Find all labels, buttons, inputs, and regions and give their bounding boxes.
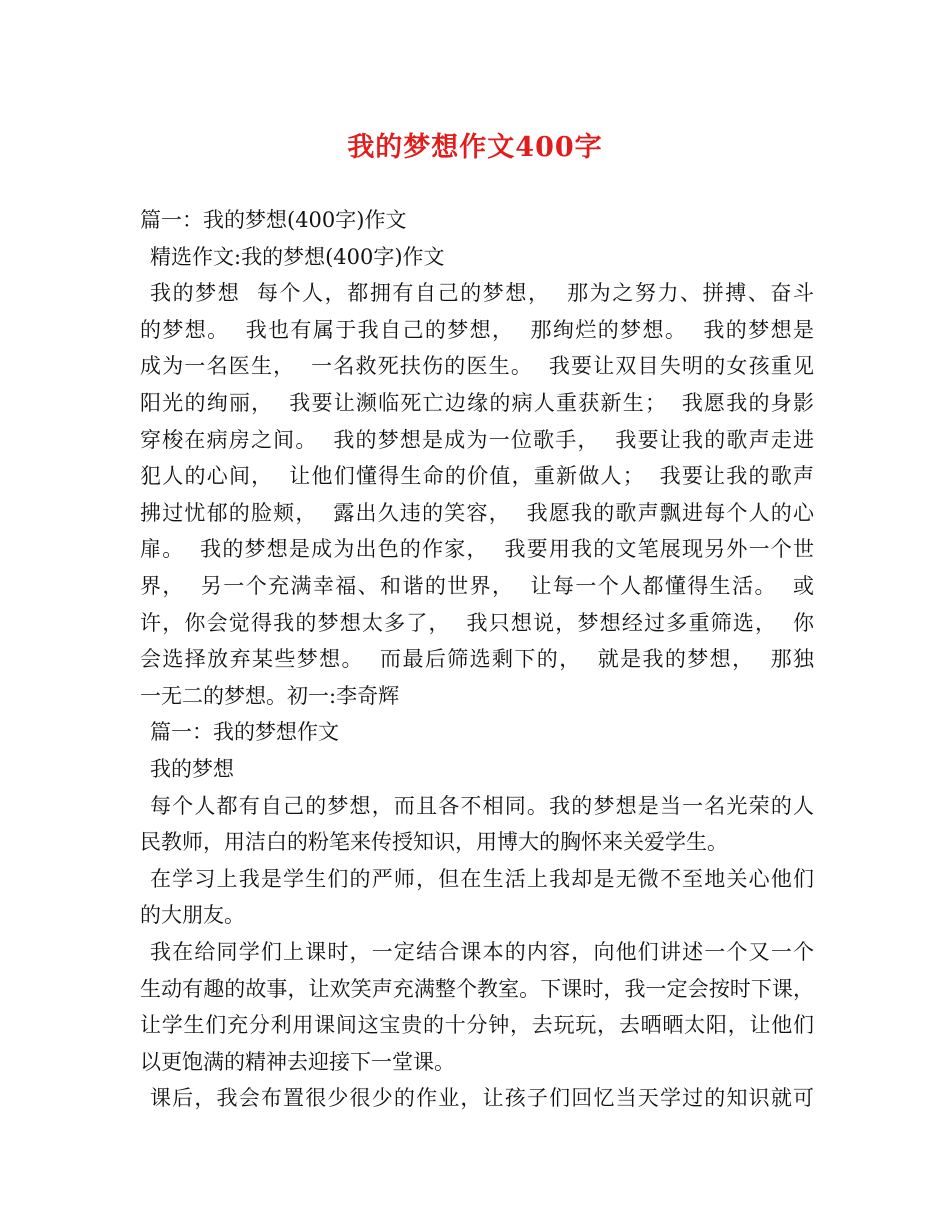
body-line: 我在给同学们上课时，一定结合课本的内容，向他们讲述一个又一个	[150, 940, 814, 964]
body-line: 课后，我会布置很少很少的作业，让孩子们回忆当天学过的知识就可	[150, 1086, 814, 1111]
body-line: 的大朋友。	[140, 903, 245, 928]
body-line: 精选作文:我的梦想(400字)作文	[150, 244, 445, 269]
body-line: 我的梦想 每个人，都拥有自己的梦想， 那为之努力、拼搏、奋斗	[150, 281, 814, 306]
body-line: 界， 另一个充满幸福、和谐的世界， 让每一个人都懂得生活。 或	[140, 574, 814, 598]
document-title: 我的梦想作文400字	[347, 132, 603, 163]
body-line: 的梦想。 我也有属于我自己的梦想， 那绚烂的梦想。 我的梦想是	[140, 317, 814, 342]
body-line: 穿梭在病房之间。 我的梦想是成为一位歌手， 我要让我的歌声走进	[140, 427, 814, 452]
body-line: 会选择放弃某些梦想。 而最后筛选剩下的， 就是我的梦想， 那独	[140, 647, 814, 672]
body-line: 生动有趣的故事，让欢笑声充满整个教室。下课时，我一定会按时下课，	[140, 976, 814, 1001]
body-line: 民教师，用洁白的粉笔来传授知识，用博大的胸怀来关爱学生。	[140, 830, 728, 855]
body-line: 许，你会觉得我的梦想太多了， 我只想说，梦想经过多重筛选， 你	[140, 610, 814, 635]
body-line: 每个人都有自己的梦想，而且各不相同。我的梦想是当一名光荣的人	[150, 793, 814, 818]
body-line: 以更饱满的精神去迎接下一堂课。	[140, 1049, 455, 1074]
body-line: 篇一：我的梦想作文	[150, 720, 339, 745]
body-line: 扉。 我的梦想是成为出色的作家， 我要用我的文笔展现另外一个世	[140, 537, 814, 562]
body-line: 拂过忧郁的脸颊， 露出久违的笑容， 我愿我的歌声飘进每个人的心	[140, 500, 814, 525]
body-line: 阳光的绚丽， 我要让濒临死亡边缘的病人重获新生； 我愿我的身影	[140, 391, 814, 415]
body-line: 让学生们充分利用课间这宝贵的十分钟，去玩玩，去晒晒太阳，让他们	[140, 1013, 814, 1038]
body-line: 一无二的梦想。初一:李奇辉	[140, 683, 400, 708]
body-line: 篇一：我的梦想(400字)作文	[140, 208, 407, 232]
body-line: 在学习上我是学生们的严师，但在生活上我却是无微不至地关心他们	[150, 866, 814, 891]
body-line: 成为一名医生， 一名救死扶伤的医生。 我要让双目失明的女孩重见	[140, 354, 814, 379]
body-line: 我的梦想	[150, 757, 234, 781]
body-line: 犯人的心间， 让他们懂得生命的价值，重新做人； 我要让我的歌声	[140, 464, 814, 489]
